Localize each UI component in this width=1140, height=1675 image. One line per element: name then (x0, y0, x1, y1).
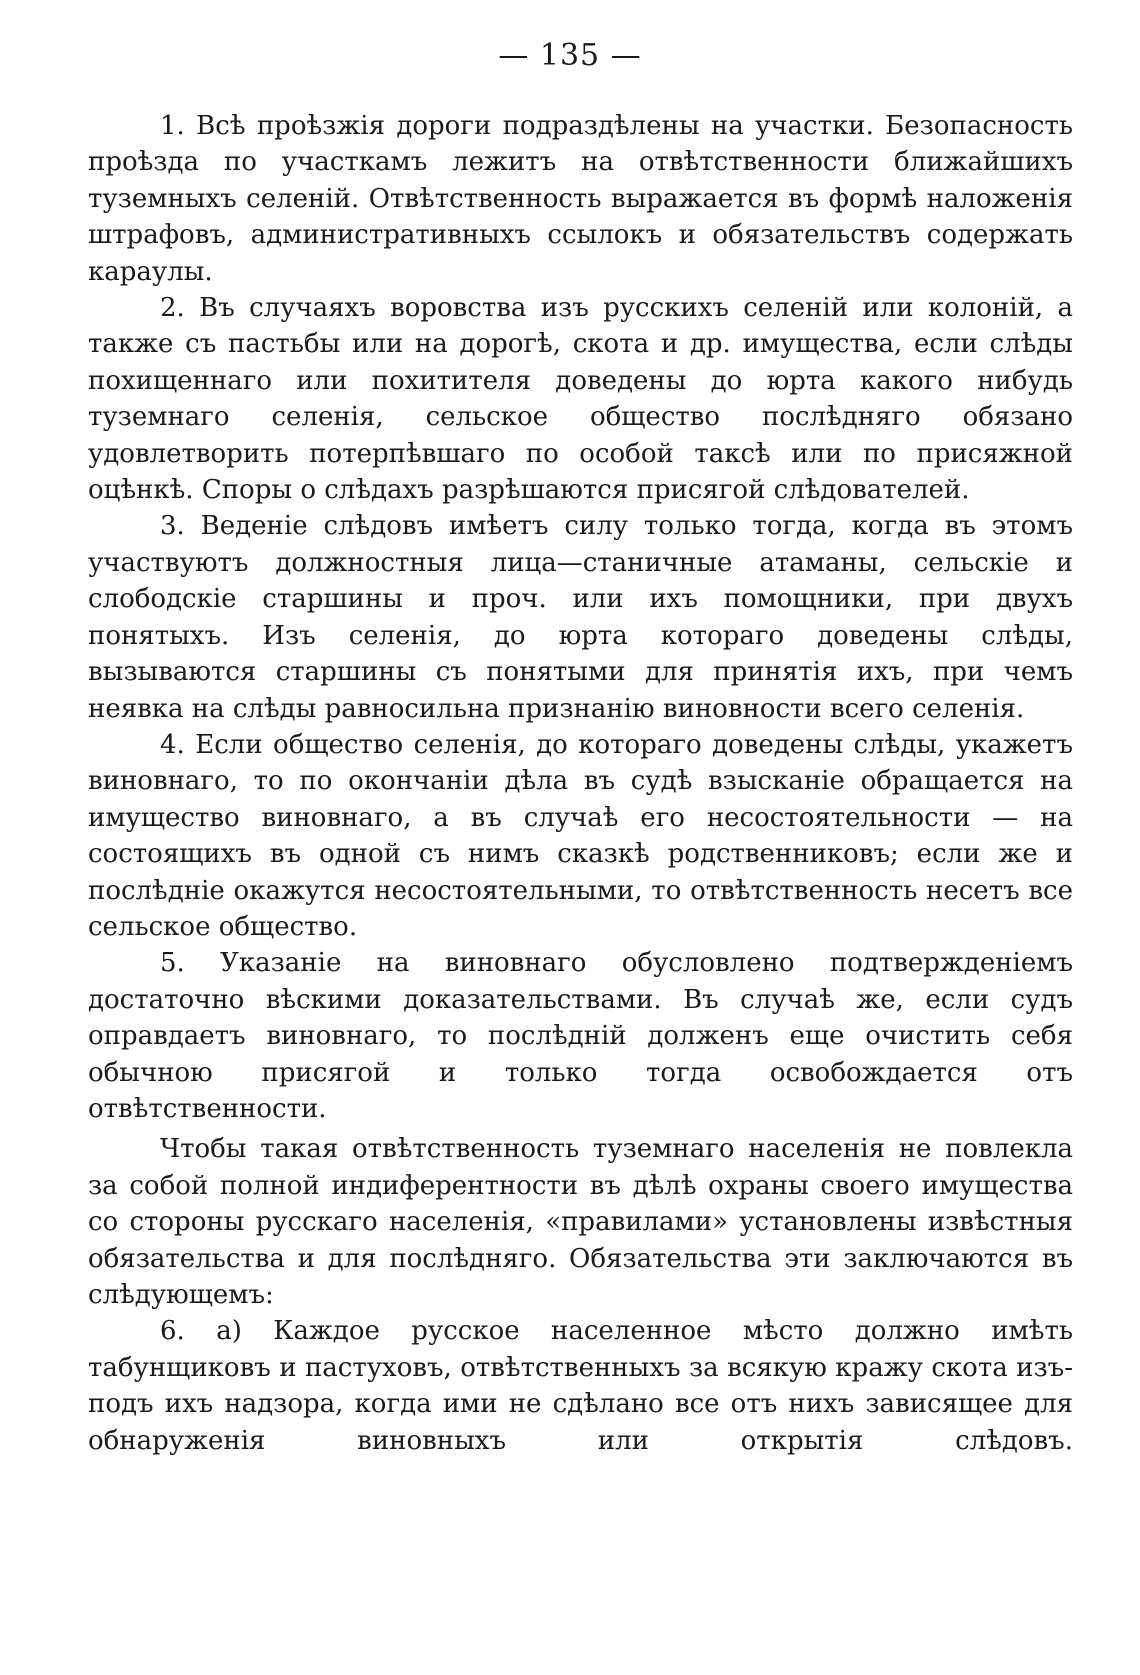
paragraph-5: 5. Указаніе на виновнаго обусловлено подтвержденіемъ достаточно вѣскими доказательствами. Въ случаѣ же, если судъ оправдаетъ виновнаго, то послѣдній долженъ еще очистить себя обычною присягой и только тогда освобождается отъ отвѣтственности. (88, 948, 1073, 1124)
paragraph-2: 2. Въ случаяхъ воровства изъ русскихъ селеній или колоній, а также съ пастьбы или на дорогѣ, скота и др. имущества, если слѣды похищеннаго или похитителя доведены до юрта какого нибудь туземнаго селенія, сельское общество послѣдняго обязано удовлетворить потерпѣвшаго по особой таксѣ или по присяжной оцѣнкѣ. Споры о слѣдахъ разрѣшаются присягой слѣдователей. (88, 293, 1073, 506)
paragraph-1: 1. Всѣ проѣзжія дороги подраздѣлены на участки. Безопасность проѣзда по участкамъ лежитъ на отвѣтственности ближайшихъ туземныхъ селеній. Отвѣтственность выражается въ формѣ наложенія штрафовъ, административныхъ ссылокъ и обязательствъ содержать караулы. (88, 111, 1073, 287)
paragraph-7: 6. а) Каждое русское населенное мѣсто должно имѣть табунщиковъ и пастуховъ, отвѣтственныхъ за всякую кражу скота изъ-подъ ихъ надзора, когда ими не сдѣлано все отъ нихъ зависящее для обнаруженія виновныхъ или открытія слѣдовъ. (88, 1316, 1073, 1456)
paragraph-3: 3. Веденіе слѣдовъ имѣетъ силу только тогда, когда въ этомъ участвуютъ должностныя лица—станичные атаманы, сельскіе и слободскіе старшины и проч. или ихъ помощники, при двухъ понятыхъ. Изъ селенія, до юрта котораго доведены слѣды, вызываются старшины съ понятыми для принятія ихъ, при чемъ неявка на слѣды равносильна признанію виновности всего селенія. (88, 511, 1073, 724)
page-number: — 135 — (498, 38, 642, 73)
body-text (88, 108, 1073, 1459)
paragraph-6: Чтобы такая отвѣтственность туземнаго населенія не повлекла за собой полной индиферентности въ дѣлѣ охраны своего имущества со стороны русскаго населенія, «правилами» установлены извѣстныя обязательства и для послѣдняго. Обязательства эти заключаются въ слѣдующемъ: (88, 1134, 1073, 1310)
paragraph-4: 4. Если общество селенія, до котораго доведены слѣды, укажетъ виновнаго, то по окончаніи дѣла въ судѣ взысканіе обращается на имущество виновнаго, а въ случаѣ его несостоятельности — на состоящихъ въ одной съ нимъ сказкѣ родственниковъ; если же и послѣдніе окажутся несостоятельными, то отвѣтственность несетъ все сельское общество. (88, 729, 1073, 942)
